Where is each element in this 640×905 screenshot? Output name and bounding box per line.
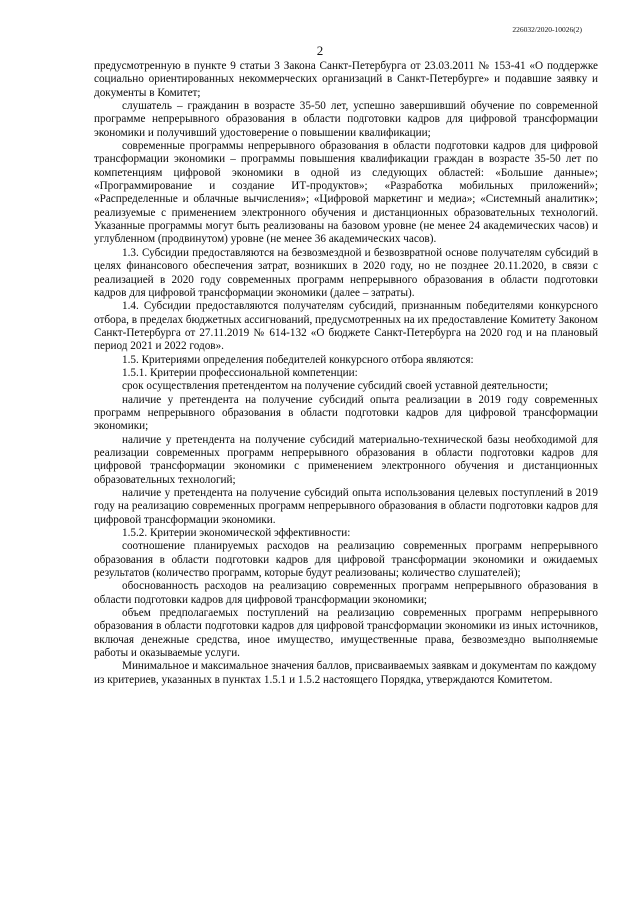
paragraph-continuation: предусмотренную в пункте 9 статьи 3 Закона Санкт-Петербурга от 23.03.2011 № 153-41 «О поддержке социально ориентированных некоммерческих организаций в Санкт-Петербурге» и подавшие заявку и документы в Комитет;: [94, 60, 598, 99]
criterion-experience-2019: наличие у претендента на получение субсидий опыта реализации в 2019 году современных программ непрерывного образования в области подготовки кадров для цифровой трансформации экономики;: [94, 393, 598, 433]
criterion-cost-justification: обоснованность расходов на реализацию современных программ непрерывного образования в области подготовки кадров для цифровой трансформации экономики;: [94, 580, 598, 606]
paragraph-scores: Минимальное и максимальное значения баллов, присваиваемых заявкам и документам по каждому из критериев, указанных в пунктах 1.5.1 и 1.5.2 настоящего Порядка, утверждаются Комитетом.: [94, 660, 597, 686]
paragraph-1-4: 1.4. Субсидии предоставляются получателям субсидий, признанным победителями конкурсного отбора, в пределах бюджетных ассигнований, предусмотренных на их предоставление Комитету Законом Санкт-Петербурга от 27.11.2019 № 614-132 «О бюджете Санкт-Петербурга на 2020 год и на плановый период 2021 и 2022 годов».: [94, 300, 598, 353]
paragraph-1-5-1: 1.5.1. Критерии профессиональной компетенции:: [122, 366, 358, 379]
criterion-cost-ratio: соотношение планируемых расходов на реализацию современных программ непрерывного образования в области подготовки кадров для цифровой трансформации экономики и ожидаемых результатов (количество программ, которые будут реализованы; количество слушателей);: [94, 540, 598, 580]
document-body: [94, 60, 598, 687]
criterion-targeted-funds: наличие у претендента на получение субсидий опыта использования целевых поступлений в 2019 году на реализацию современных программ непрерывного образования в области подготовки кадров для цифровой трансформации экономики.: [94, 487, 598, 526]
page-number: 2: [316, 43, 324, 58]
paragraph-1-5: 1.5. Критериями определения победителей конкурсного отбора являются:: [122, 353, 474, 366]
paragraph-1-3: 1.3. Субсидии предоставляются на безвозмездной и безвозвратной основе получателям субсидий в целях финансового обеспечения затрат, возникших в 2020 году, но не позднее 20.11.2020, в связи с реализацией в 2020 году современных программ непрерывного образования в области подготовки кадров для цифровой трансформации экономики (далее – затраты).: [94, 246, 598, 299]
paragraph-listener-definition: слушатель – гражданин в возрасте 35-50 лет, успешно завершивший обучение по современной программе непрерывного образования в области подготовки кадров для цифровой трансформации экономики и получивший удостоверение о повышении квалификации;: [94, 100, 598, 139]
paragraph-programs-definition: современные программы непрерывного образования в области подготовки кадров для цифровой трансформации экономики – программы повышения квалификации граждан в возрасте 35-50 лет по компетенциям цифровой экономики в одной из следующих областей: «Большие данные»; «Программирование и создание ИТ-продуктов»; «Разработка мобильных приложений»; «Распределенные и облачные вычисления»; «Цифровой маркетинг и медиа»; «Системный аналитик»; реализуемые с применением электронного обучения и дистанционных образовательных технологий. Указанные программы могут быть реализованы на базовом уровне (не менее 24 академических часов) и углубленном (продвинутом) уровне (не менее 36 академических часов).: [94, 140, 598, 246]
paragraph-1-5-2: 1.5.2. Критерии экономической эффективности:: [122, 527, 351, 540]
criterion-material-base: наличие у претендента на получение субсидий материально-технической базы необходимой для реализации современных программ непрерывного образования в области подготовки кадров для цифровой трансформации экономики с применением электронного обучения и дистанционных образовательных технологий;: [94, 433, 598, 486]
criterion-other-sources: объем предполагаемых поступлений на реализацию современных программ непрерывного образования в области подготовки кадров для цифровой трансформации экономики из иных источников, включая денежные средства, иное имущество, имущественные права, безвозмездно выполняемые работы и оказываемые услуги.: [94, 607, 598, 660]
document-number: 226032/2020-10026(2): [512, 25, 582, 34]
criterion-activity-period: срок осуществления претендентом на получение субсидий своей уставной деятельности;: [122, 380, 549, 393]
